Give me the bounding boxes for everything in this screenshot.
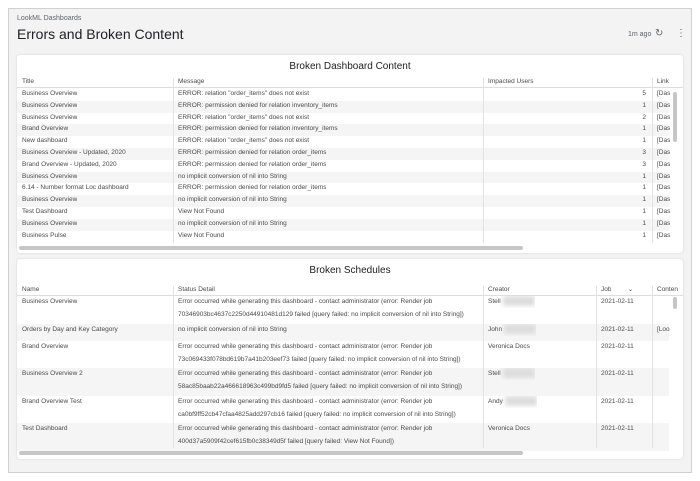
creator-name: John xyxy=(488,325,503,333)
row-link[interactable]: [Das xyxy=(657,184,671,192)
schedule-name: Business Overview xyxy=(22,298,78,305)
column-header[interactable]: Message xyxy=(178,78,205,85)
status-detail: Error occurred while generating this dashboard - contact administrator (error: Render job xyxy=(178,342,433,350)
status-detail: ca0bf9ff52cb47cfaa4825add297cb16 failed [query failed: no implicit conversion of nil into String]) xyxy=(178,410,456,418)
content-link[interactable]: [Loo xyxy=(657,325,670,333)
creator xyxy=(483,396,537,408)
refresh-icon[interactable]: ↻ xyxy=(655,28,664,39)
row-link[interactable]: [Das xyxy=(657,231,671,239)
column-divider xyxy=(173,78,174,243)
job-date: 2021-02-11 xyxy=(601,298,634,305)
row-title: 6.14 - Number format Loc dashboard xyxy=(22,184,129,192)
creator xyxy=(483,341,530,353)
status-detail: Error occurred while generating this dashboard - contact administrator (error: Render job xyxy=(178,298,433,305)
column-header[interactable]: Name xyxy=(22,286,40,293)
row-impacted-users: 5 xyxy=(642,90,646,97)
row-message: ERROR: permission denied for relation inventory_items xyxy=(178,101,338,109)
row-link[interactable]: [Das xyxy=(657,196,671,204)
column-divider xyxy=(596,286,597,448)
breadcrumb[interactable]: LookML Dashboards xyxy=(17,15,82,22)
row-link[interactable]: [Das xyxy=(657,149,671,156)
row-link[interactable]: [Das xyxy=(657,125,671,133)
row-impacted-users: 3 xyxy=(642,160,646,168)
vertical-scrollbar[interactable] xyxy=(673,92,677,142)
schedule-name: Orders by Day and Key Category xyxy=(22,325,118,333)
column-header[interactable]: Link xyxy=(657,78,669,85)
creator xyxy=(483,423,530,435)
table-row[interactable] xyxy=(17,296,669,324)
broken-dashboard-content-tile xyxy=(17,55,683,253)
row-impacted-users: 1 xyxy=(642,208,646,215)
row-link[interactable]: [Das xyxy=(657,101,671,109)
column-header[interactable]: Creator xyxy=(488,286,510,293)
status-detail: Error occurred while generating this dashboard - contact administrator (error: Render job xyxy=(178,370,433,378)
table-row[interactable] xyxy=(17,396,669,424)
row-title: Test Dashboard xyxy=(22,208,68,215)
kebab-menu-icon[interactable]: ⋮ xyxy=(676,28,686,39)
creator-name: Veronica Docs xyxy=(488,425,530,433)
row-title: Business Overview xyxy=(22,172,78,180)
row-title: Business Overview xyxy=(22,219,78,227)
status-detail: Error occurred while generating this dashboard - contact administrator (error: Render job xyxy=(178,397,433,405)
column-header[interactable]: Status Detail xyxy=(178,286,215,293)
row-message: ERROR: permission denied for relation order_items xyxy=(178,160,327,168)
status-detail: 58ac85baab22a466618963c499bd9fd5 failed [query failed: no implicit conversion of nil into String]) xyxy=(178,383,463,391)
schedule-name: Business Overview 2 xyxy=(22,370,83,378)
row-link[interactable]: [Das xyxy=(657,113,671,121)
creator-name: Stell xyxy=(488,370,501,378)
row-message: ERROR: permission denied for relation order_items xyxy=(178,184,327,192)
row-title: Business Overview - Updated, 2020 xyxy=(22,149,126,156)
row-link[interactable]: [Das xyxy=(657,137,671,145)
creator xyxy=(483,368,535,380)
redacted-name xyxy=(504,324,536,334)
row-impacted-users: 1 xyxy=(642,196,646,204)
vertical-scrollbar[interactable] xyxy=(673,297,677,309)
row-message: ERROR: relation "order_items" does not exist xyxy=(178,137,310,145)
broken-schedules-tile xyxy=(17,259,683,459)
row-message: no implicit conversion of nil into String xyxy=(178,172,287,180)
column-header[interactable]: Title xyxy=(22,78,35,85)
status-detail: no implicit conversion of nil into String xyxy=(178,325,287,333)
creator-name: Veronica Docs xyxy=(488,342,530,350)
column-header[interactable]: Impacted Users xyxy=(488,78,534,85)
row-impacted-users: 1 xyxy=(642,219,646,227)
schedule-name: Test Dashboard xyxy=(22,425,68,433)
horizontal-scrollbar[interactable] xyxy=(19,451,523,455)
table-row[interactable] xyxy=(17,231,669,243)
tile-title: Broken Dashboard Content xyxy=(289,61,411,72)
job-date: 2021-02-11 xyxy=(601,325,634,333)
table-row[interactable] xyxy=(17,423,669,451)
row-title: Brand Overview xyxy=(22,125,69,133)
row-link[interactable]: [Das xyxy=(657,90,671,97)
row-title: Business Pulse xyxy=(22,231,67,239)
row-title: Business Overview xyxy=(22,113,78,121)
row-link[interactable]: [Das xyxy=(657,208,671,215)
row-message: ERROR: relation "order_items" does not exist xyxy=(178,113,310,121)
column-header[interactable]: Conten xyxy=(657,286,678,293)
status-detail: Error occurred while generating this dashboard - contact administrator (error: Render job xyxy=(178,425,433,433)
job-date: 2021-02-11 xyxy=(601,342,634,350)
schedule-name: Brand Overview xyxy=(22,342,69,350)
row-message: ERROR: permission denied for relation inventory_items xyxy=(178,125,338,133)
page-title: Errors and Broken Content xyxy=(17,26,184,42)
table-row[interactable] xyxy=(17,368,669,396)
creator xyxy=(483,324,536,336)
row-message: View Not Found xyxy=(178,208,225,215)
row-impacted-users: 1 xyxy=(642,231,646,239)
row-impacted-users: 3 xyxy=(642,149,646,156)
last-refreshed: 1m ago xyxy=(628,31,652,38)
tile-title: Broken Schedules xyxy=(309,265,391,276)
row-message: ERROR: relation "order_items" does not exist xyxy=(178,90,310,97)
row-impacted-users: 1 xyxy=(642,184,646,192)
row-title: Brand Overview - Updated, 2020 xyxy=(22,160,117,168)
row-link[interactable]: [Das xyxy=(657,219,671,227)
row-link[interactable]: [Das xyxy=(657,160,671,168)
redacted-name xyxy=(505,396,537,406)
redacted-name xyxy=(503,368,535,378)
table-row[interactable] xyxy=(17,341,669,369)
schedule-name: Brand Overview Test xyxy=(22,397,82,405)
column-divider xyxy=(652,286,653,448)
row-message: ERROR: permission denied for relation order_items xyxy=(178,149,327,156)
row-title: Business Overview xyxy=(22,101,78,109)
row-message: no implicit conversion of nil into String xyxy=(178,196,287,204)
table-row[interactable] xyxy=(17,324,669,341)
row-impacted-users: 2 xyxy=(642,113,646,121)
row-title: New dashboard xyxy=(22,137,68,145)
job-date: 2021-02-11 xyxy=(601,425,634,433)
job-date: 2021-02-11 xyxy=(601,370,634,378)
table-header xyxy=(17,286,683,296)
creator-name: Andy xyxy=(488,397,503,405)
column-divider xyxy=(483,286,484,448)
column-divider xyxy=(173,286,174,448)
redacted-name xyxy=(503,296,535,306)
row-impacted-users: 1 xyxy=(642,172,646,180)
status-detail: 70346903bc4637c2250d44910481d129 failed [query failed: no implicit conversion of nil into String]) xyxy=(178,311,464,318)
creator xyxy=(483,296,535,308)
row-impacted-users: 1 xyxy=(642,137,646,145)
row-message: no implicit conversion of nil into String xyxy=(178,219,287,227)
column-divider xyxy=(652,78,653,243)
row-title: Business Overview xyxy=(22,196,78,204)
column-header[interactable]: Job xyxy=(601,286,612,293)
row-link[interactable]: [Das xyxy=(657,172,671,180)
row-impacted-users: 1 xyxy=(642,101,646,109)
row-message: View Not Found xyxy=(178,231,225,239)
creator-name: Stell xyxy=(488,298,501,305)
column-divider xyxy=(483,78,484,243)
table-header xyxy=(17,78,683,88)
chevron-down-icon[interactable]: ⌄ xyxy=(628,287,634,293)
status-detail: 400d37a5909f42cef615fb0c38349d5f failed [query failed: View Not Found]) xyxy=(178,438,394,446)
row-impacted-users: 1 xyxy=(642,125,646,133)
status-detail: 73c069433f078bd619b7a41b203eef73 failed [query failed: no implicit conversion of nil into String]) xyxy=(178,355,461,363)
row-title: Business Overview xyxy=(22,90,78,97)
horizontal-scrollbar[interactable] xyxy=(19,246,523,250)
job-date: 2021-02-11 xyxy=(601,397,634,405)
